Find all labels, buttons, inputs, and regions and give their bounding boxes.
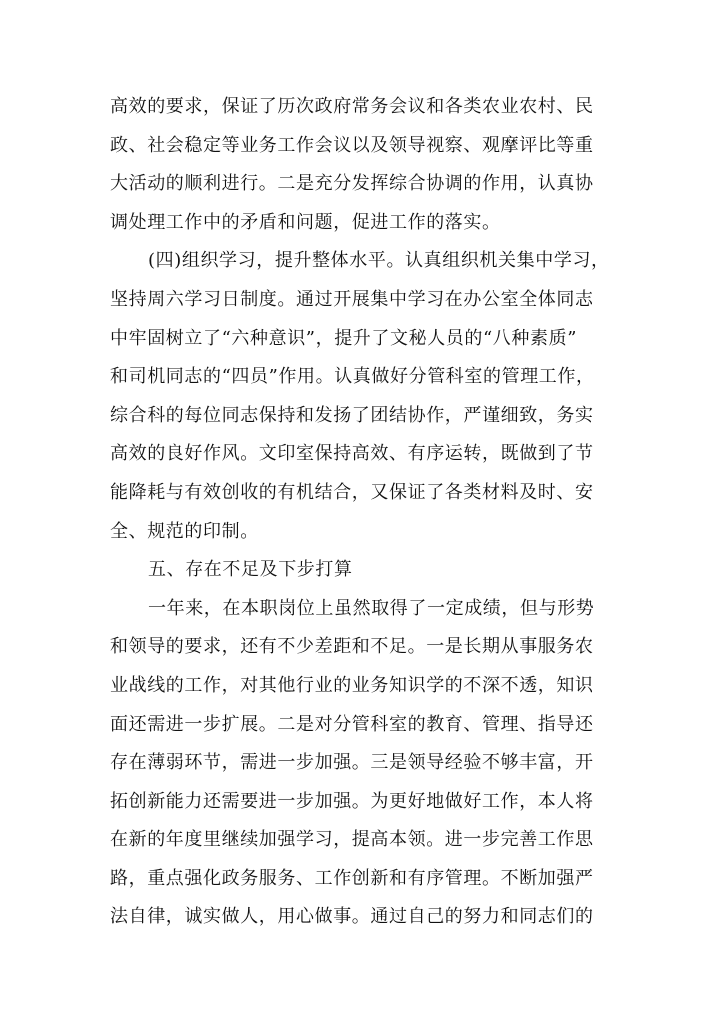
- section-heading: 五、存在不足及下步打算: [148, 559, 353, 581]
- body-text: [110, 88, 610, 937]
- text-line: 和司机同志的“四员”作用。认真做好分管科室的管理工作，: [110, 366, 595, 388]
- text-line: 能降耗与有效创收的有机结合，又保证了各类材料及时、安: [110, 481, 594, 503]
- text-line: 全、规范的印制。: [110, 520, 259, 542]
- text-line: 法自律，诚实做人，用心做事。通过自己的努力和同志们的: [110, 906, 594, 928]
- text-line: 坚持周六学习日制度。通过开展集中学习在办公室全体同志: [110, 288, 594, 310]
- text-line: 和领导的要求，还有不少差距和不足。一是长期从事服务农: [110, 636, 594, 658]
- text-line: 政、社会稳定等业务工作会议以及领导视察、观摩评比等重: [110, 134, 594, 156]
- text-line: 一年来，在本职岗位上虽然取得了一定成绩，但与形势: [148, 597, 595, 619]
- text-line: 在新的年度里继续加强学习，提高本领。进一步完善工作思: [110, 829, 594, 851]
- text-line: 高效的要求，保证了历次政府常务会议和各类农业农村、民: [110, 96, 594, 117]
- text-line: 调处理工作中的矛盾和问题，促进工作的落实。: [110, 211, 501, 233]
- text-line: 中牢固树立了“六种意识”，提升了文秘人员的“八种素质”: [110, 327, 578, 349]
- text-line: 综合科的每位同志保持和发扬了团结协作，严谨细致，务实: [110, 404, 594, 426]
- text-line: 存在薄弱环节，需进一步加强。三是领导经验不够丰富，开: [110, 752, 594, 774]
- text-line: 业战线的工作，对其他行业的业务知识学的不深不透，知识: [110, 674, 594, 696]
- text-line: 高效的良好作风。文印室保持高效、有序运转，既做到了节: [110, 443, 594, 465]
- text-line: 拓创新能力还需要进一步加强。为更好地做好工作，本人将: [110, 790, 594, 812]
- text-line: 大活动的顺利进行。二是充分发挥综合协调的作用，认真协: [110, 173, 594, 195]
- text-line: 面还需进一步扩展。二是对分管科室的教育、管理、指导还: [110, 713, 594, 735]
- text-line: 路，重点强化政务服务、工作创新和有序管理。不断加强严: [110, 867, 594, 889]
- text-line: (四)组织学习，提升整体水平。认真组织机关集中学习，: [148, 250, 610, 272]
